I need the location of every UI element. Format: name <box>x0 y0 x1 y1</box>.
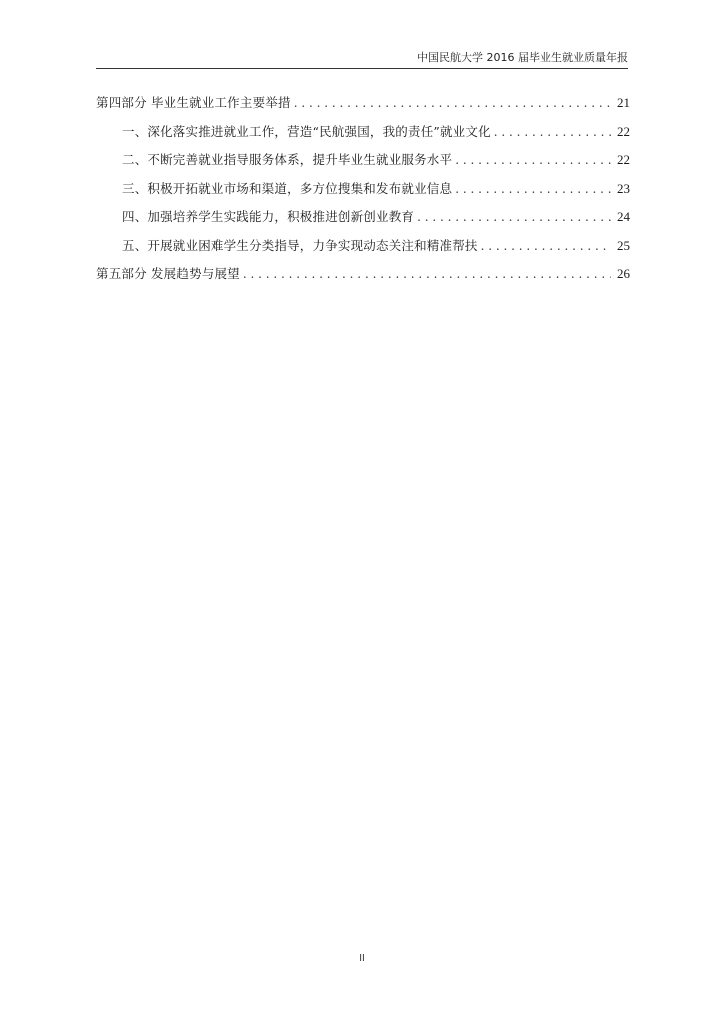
toc-dot-leader <box>494 118 611 147</box>
toc-dot-leader <box>481 232 611 261</box>
toc-entry-title: 第五部分 发展趋势与展望 <box>96 266 240 281</box>
toc-entry-title: 二、不断完善就业指导服务体系，提升毕业生就业服务水平 <box>122 152 453 167</box>
toc-entry-page: 23 <box>617 180 630 196</box>
toc-entry-4-2[interactable] <box>96 146 630 175</box>
table-of-contents <box>96 89 630 289</box>
toc-entry-title: 一、深化落实推进就业工作，营造“民航强国，我的责任”就业文化 <box>122 123 491 139</box>
toc-entry-page: 22 <box>617 123 630 139</box>
toc-entry-page: 22 <box>617 152 630 167</box>
toc-dot-leader <box>417 203 611 232</box>
toc-dot-leader <box>455 175 611 204</box>
toc-entry-title: 五、开展就业困难学生分类指导，力争实现动态关注和精准帮扶 <box>122 237 478 253</box>
toc-dot-leader <box>243 260 611 289</box>
toc-dot-leader <box>294 89 611 118</box>
toc-entry-title: 第四部分 毕业生就业工作主要举措 <box>96 95 291 110</box>
toc-entry-title: 四、加强培养学生实践能力，积极推进创新创业教育 <box>122 209 415 224</box>
toc-dot-leader <box>455 146 611 175</box>
page-header <box>96 50 628 69</box>
toc-entry-part-4[interactable] <box>96 89 630 118</box>
toc-entry-4-3[interactable] <box>96 175 630 204</box>
toc-entry-4-4[interactable] <box>96 203 630 232</box>
toc-entry-4-5[interactable] <box>96 232 630 261</box>
toc-entry-page: 26 <box>617 266 630 281</box>
toc-entry-page: 24 <box>617 209 630 224</box>
toc-entry-4-1[interactable] <box>96 118 630 147</box>
page-number: II <box>359 953 365 964</box>
toc-entry-page: 25 <box>617 237 630 253</box>
toc-entry-title: 三、积极开拓就业市场和渠道，多方位搜集和发布就业信息 <box>122 180 453 196</box>
toc-entry-page: 21 <box>617 95 630 110</box>
report-title: 中国民航大学 2016 届毕业生就业质量年报 <box>417 51 628 64</box>
toc-entry-part-5[interactable] <box>96 260 630 289</box>
